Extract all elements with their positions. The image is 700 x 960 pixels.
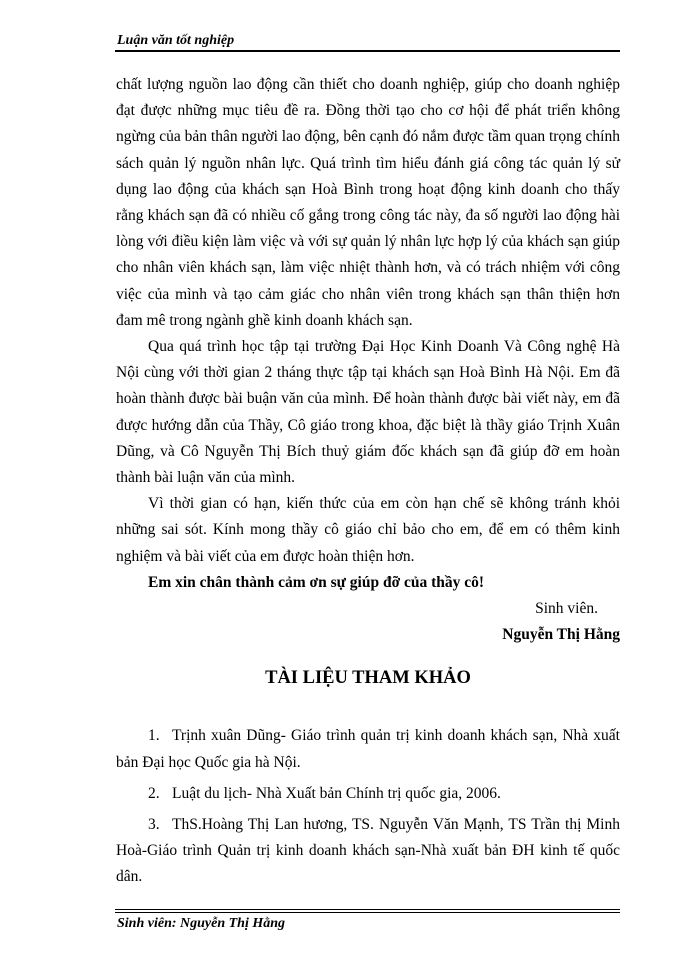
thanks-line: Em xin chân thành cảm ơn sự giúp đỡ của thầy cô! xyxy=(148,573,485,591)
references-title: TÀI LIỆU THAM KHẢO xyxy=(265,668,471,689)
reference-item xyxy=(116,723,620,775)
body-paragraph-3: Vì thời gian có hạn, kiến thức của em còn hạn chế sẽ không tránh khỏi những sai sót. Kính mong thầy cô giáo chỉ bảo cho em, để em có thêm kinh nghiệm và bài viết của em được hoàn thiện hơn. xyxy=(116,495,620,565)
page-content xyxy=(116,72,620,896)
reference-text: ThS.Hoàng Thị Lan hương, TS. Nguyễn Văn Mạnh, TS Trần thị Minh Hoà-Giáo trình Quản trị kinh doanh khách sạn-Nhà xuất bản ĐH kinh tế quốc dân. xyxy=(116,816,620,886)
footer-rule-double xyxy=(115,912,620,913)
reference-number: 1. xyxy=(148,727,160,745)
reference-item xyxy=(116,781,620,807)
footer-rule xyxy=(115,909,620,910)
running-header: Luận văn tốt nghiệp xyxy=(117,33,235,48)
running-footer: Sinh viên: Nguyễn Thị Hằng xyxy=(117,916,286,931)
reference-number: 3. xyxy=(148,816,160,834)
signature-name: Nguyễn Thị Hằng xyxy=(502,626,620,644)
body-paragraph-2: Qua quá trình học tập tại trường Đại Học Kinh Doanh Và Công nghệ Hà Nội cùng với thời gian 2 tháng thực tập tại khách sạn Hoà Bình Hà Nội. Em đã hoàn thành được bài buận văn của mình. Để hoàn thành được bài viết này, em đã được hướng dẫn của Thầy, Cô giáo trong khoa, đặc biệt là thầy giáo Trịnh Xuân Dũng, và Cô Nguyễn Thị Bích thuỷ giám đốc khách sạn đã giúp đỡ em hoàn thành bài luận văn của mình. xyxy=(116,338,620,487)
reference-text: Trịnh xuân Dũng- Giáo trình quản trị kinh doanh khách sạn, Nhà xuất bản Đại học Quốc gia hà Nội. xyxy=(116,727,620,771)
reference-item xyxy=(116,812,620,891)
body-paragraph-1: chất lượng nguồn lao động cần thiết cho doanh nghiệp, giúp cho doanh nghiệp đạt được những mục tiêu đề ra. Đồng thời tạo cho cơ hội để phát triển không ngừng của bản thân người lao động, bên cạnh đó nắm được tầm quan trọng chính sách quản lý nguồn nhân lực. Quá trình tìm hiểu đánh giá công tác quản lý sử dụng lao động của khách sạn Hoà Bình trong hoạt động kinh doanh cho thấy rằng khách sạn đã có nhiều cố gắng trong công tác này, đa số người lao động hài lòng với điều kiện làm việc và với sự quản lý nhân lực hợp lý của khách sạn giúp cho nhân viên khách sạn, làm việc nhiệt thành hơn, và có trách nhiệm với công việc của mình và tạo cảm giác cho nhân viên trong khách sạn thân thiện hơn đam mê trong ngành ghề kinh doanh khách sạn. xyxy=(116,76,620,329)
signature-role: Sinh viên. xyxy=(535,600,598,618)
reference-number: 2. xyxy=(148,784,160,802)
header-rule xyxy=(115,50,620,52)
references-list xyxy=(116,723,620,890)
reference-text: Luật du lịch- Nhà Xuất bản Chính trị quốc gia, 2006. xyxy=(172,784,501,802)
